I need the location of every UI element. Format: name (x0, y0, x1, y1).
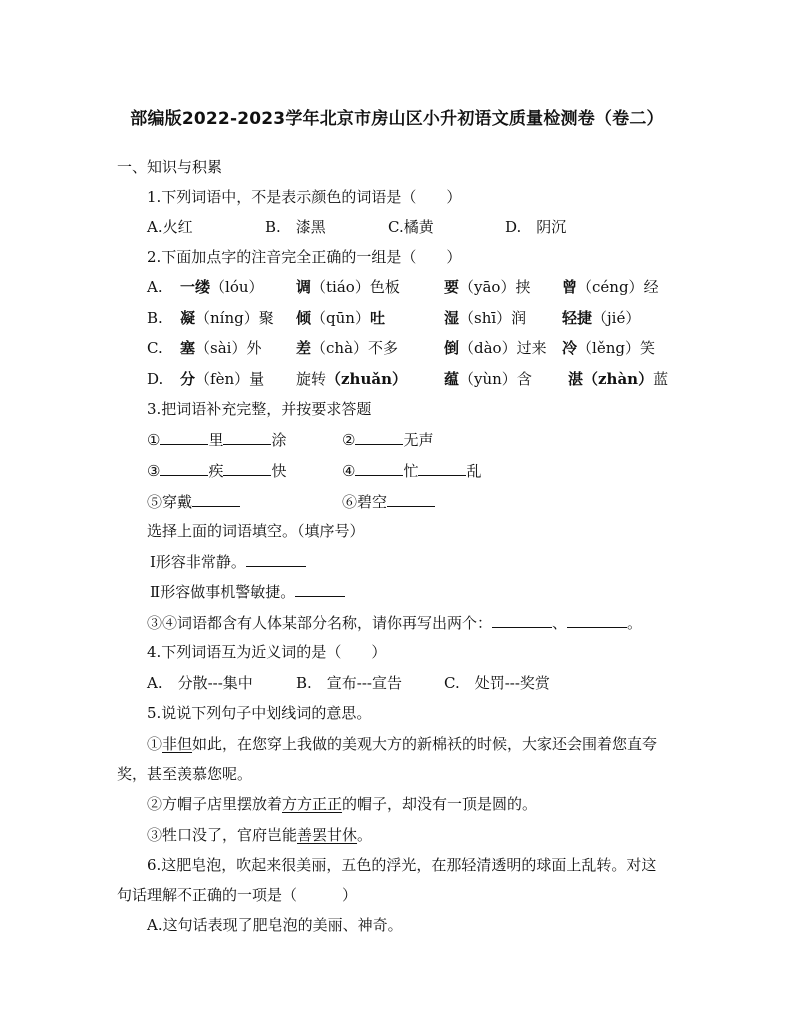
question-6-stem: 6.这肥皂泡，吹起来很美丽，五色的浮光，在那轻清透明的球面上乱转。对这 (147, 856, 657, 874)
answer-blank[interactable] (355, 428, 403, 445)
q1-option-c: C.橘黄 (388, 218, 434, 236)
answer-blank[interactable] (492, 611, 552, 628)
fill-blank-5: ⑤穿戴 (147, 490, 240, 513)
fill-blank-4: ④ 忙 乱 (342, 459, 481, 482)
q4-option-c: C. 处罚---奖赏 (444, 674, 550, 692)
answer-blank[interactable] (355, 459, 403, 476)
q2-item: 倾（qūn）吐 (296, 309, 385, 327)
section-heading: 一、知识与积累 (117, 158, 223, 176)
answer-blank[interactable] (223, 428, 271, 445)
question-6-stem-cont: 句话理解不正确的一项是（ ） (117, 886, 358, 904)
question-4-stem: 4.下列词语互为近义词的是（ ） (147, 643, 387, 661)
fill-blank-6: ⑥碧空 (342, 490, 435, 513)
fill-blank-1: ① 里 涂 (147, 428, 286, 451)
q2-item: 凝（níng）聚 (180, 309, 274, 327)
q3-instruction: 选择上面的词语填空。（填序号） (147, 522, 365, 540)
q2-row-label: C. (147, 339, 163, 357)
q6-option-a: A.这句话表现了肥皂泡的美丽、神奇。 (147, 916, 403, 934)
q1-option-b: B. 漆黑 (265, 218, 326, 236)
q2-item: 湿（shī）润 (444, 309, 527, 327)
question-5-stem: 5.说说下列句子中划线词的意思。 (147, 704, 372, 722)
question-3-stem: 3.把词语补充完整，并按要求答题 (147, 400, 372, 418)
q2-item: 要（yāo）挟 (444, 278, 531, 296)
q1-option-d: D. 阴沉 (505, 218, 567, 236)
q5-sentence-2: ②方帽子店里摆放着方方正正的帽子，却没有一顶是圆的。 (147, 795, 538, 813)
q3-sub-2: Ⅱ形容做事机警敏捷。 (150, 580, 345, 603)
answer-blank[interactable] (223, 459, 271, 476)
q2-item: 曾（céng）经 (562, 278, 659, 296)
q2-item: 旋转（zhuǎn） (296, 370, 407, 388)
fill-blank-3: ③ 疾 快 (147, 459, 286, 482)
q3-sub-1: Ⅰ形容非常静。 (150, 550, 306, 573)
q4-option-b: B. 宣布---宣告 (296, 674, 402, 692)
page-title: 部编版2022-2023学年北京市房山区小升初语文质量检测卷（卷二） (130, 109, 664, 129)
q1-option-a: A.火红 (147, 218, 193, 236)
q2-item: 蕴（yùn）含 (444, 370, 532, 388)
q2-item: 倒（dào）过来 (444, 339, 547, 357)
q2-item: 一缕（lóu） (180, 278, 264, 296)
q4-option-a: A. 分散---集中 (147, 674, 253, 692)
q5-sentence-3: ③牲口没了，官府岂能善罢甘休。 (147, 826, 373, 844)
q2-item: 调（tiáo）色板 (296, 278, 400, 296)
answer-blank[interactable] (567, 611, 627, 628)
q2-row-label: B. (147, 309, 163, 327)
answer-blank[interactable] (387, 490, 435, 507)
answer-blank[interactable] (192, 490, 240, 507)
q5-sentence-1-cont: 奖，甚至羡慕您呢。 (117, 765, 253, 783)
q2-item: 冷（lěng）笑 (562, 339, 655, 357)
q2-item: 轻捷（jié） (562, 309, 641, 327)
q3-sub-3: ③④词语都含有人体某部分名称，请你再写出两个： 、 。 (147, 611, 642, 634)
q2-item: 塞（sài）外 (180, 339, 262, 357)
answer-blank[interactable] (160, 428, 208, 445)
answer-blank[interactable] (160, 459, 208, 476)
q2-row-label: D. (147, 370, 164, 388)
question-2-stem: 2.下面加点字的注音完全正确的一组是（ ） (147, 248, 462, 266)
q2-item: 湛（zhàn）蓝 (568, 370, 669, 388)
answer-blank[interactable] (246, 550, 306, 567)
answer-blank[interactable] (418, 459, 466, 476)
q5-sentence-1: ①非但如此，在您穿上我做的美观大方的新棉袄的时候，大家还会围着您直夸 (147, 735, 658, 753)
q2-item: 差（chà）不多 (296, 339, 399, 357)
answer-blank[interactable] (295, 580, 345, 597)
q2-row-label: A. (147, 278, 163, 296)
question-1-stem: 1.下列词语中，不是表示颜色的词语是（ ） (147, 188, 462, 206)
q2-item: 分（fèn）量 (180, 370, 265, 388)
fill-blank-2: ② 无声 (342, 428, 433, 451)
